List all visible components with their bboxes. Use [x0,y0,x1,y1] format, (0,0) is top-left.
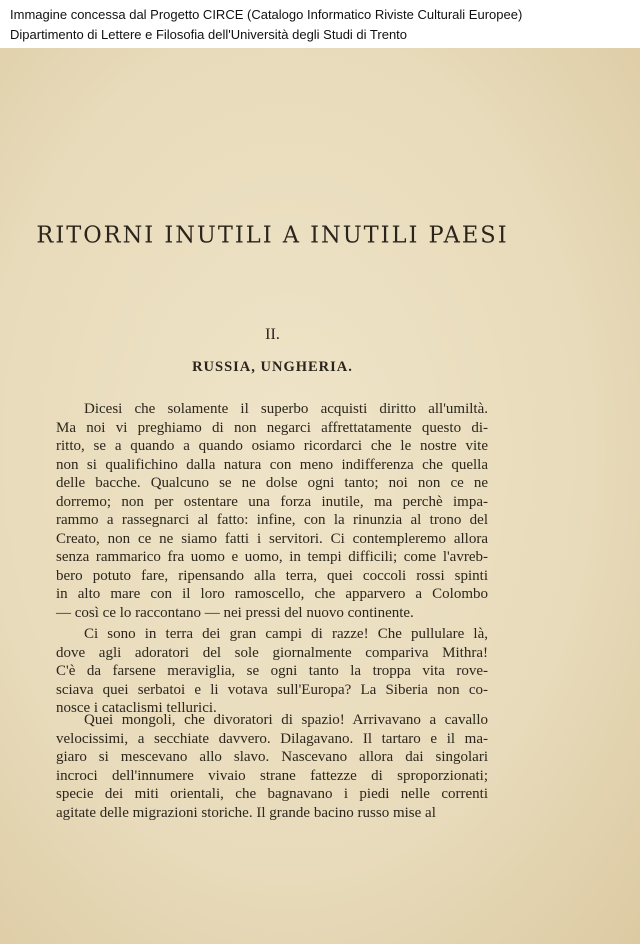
text-line: Quei mongoli, che divoratori di spazio! Arrivavano a cavallo [84,712,488,728]
text-line: Ma noi vi preghiamo di non negarci affrettatamente questo di- [56,419,488,436]
paragraph-3 [56,711,488,822]
text-line: agitate delle migrazioni storiche. Il grande bacino russo mise al [56,804,436,821]
text-line: Ci sono in terra dei gran campi di razze! Che pullulare là, [84,626,488,642]
scanned-page [0,48,640,944]
credit-banner [0,0,640,48]
section-title: RUSSIA, UNGHERIA. [192,359,353,375]
paragraph-2 [56,625,488,718]
paragraph-1 [56,400,488,622]
text-line: rammo a rassegnarci al fatto: infine, con la rinunzia al trono del [56,512,488,528]
text-line: delle bacche. Qualcuno se ne dolse ogni tanto; noi non ce ne [56,475,488,491]
article-title: RITORNI INUTILI A INUTILI PAESI [36,221,509,249]
text-line: in alto mare con il loro ramoscello, che apparvero a Colombo [56,586,488,602]
text-line: nosce i cataclismi tellurici. [56,700,217,716]
text-line: — così ce lo raccontano — nei pressi del nuovo continente. [56,604,414,621]
text-line: sciava quei serbatoi e li votava sull'Europa? La Siberia non co- [56,681,488,698]
text-line: velocissimi, a secchiate davvero. Dilagavano. Il tartaro e il ma- [56,730,488,747]
text-line: non si qualifichino dalla natura con meno indifferenza che quella [56,456,488,473]
text-line: ritto, se a quando a quando osiamo ricordarci che le nostre vite [56,438,488,454]
text-line: specie dei miti orientali, che bagnavano i piedi nelle correnti [56,786,488,802]
text-line: bero potuto fare, ripensando alla terra, quei coccoli rossi spinti [56,567,488,584]
credit-line-1: Immagine concessa dal Progetto CIRCE (Catalogo Informatico Riviste Culturali Europee) [10,7,523,22]
text-line: senza rammarico fra uomo e uomo, in tempi difficili; come l'avreb- [56,549,488,565]
text-line: Dicesi che solamente il superbo acquisti diritto all'umiltà. [84,401,488,417]
credit-line-2: Dipartimento di Lettere e Filosofia dell'Università degli Studi di Trento [10,27,408,42]
text-line: dorremo; non per ostentare una forza inutile, ma perchè impa- [56,493,488,510]
text-line: Creato, non ce ne siamo fatti i servitori. Ci contempleremo allora [56,530,488,547]
text-line: dove agli adoratori del sole giornalmente compariva Mithra! [56,644,488,661]
text-line: incroci dell'innumere vivaio strane fattezze di sproporzionati; [56,767,488,784]
section-number: II. [265,326,280,343]
text-line: C'è da farsene meraviglia, se ogni tanto la troppa vita rove- [56,663,488,679]
text-line: giaro si mescevano allo slavo. Nascevano allora dai singolari [56,749,488,765]
